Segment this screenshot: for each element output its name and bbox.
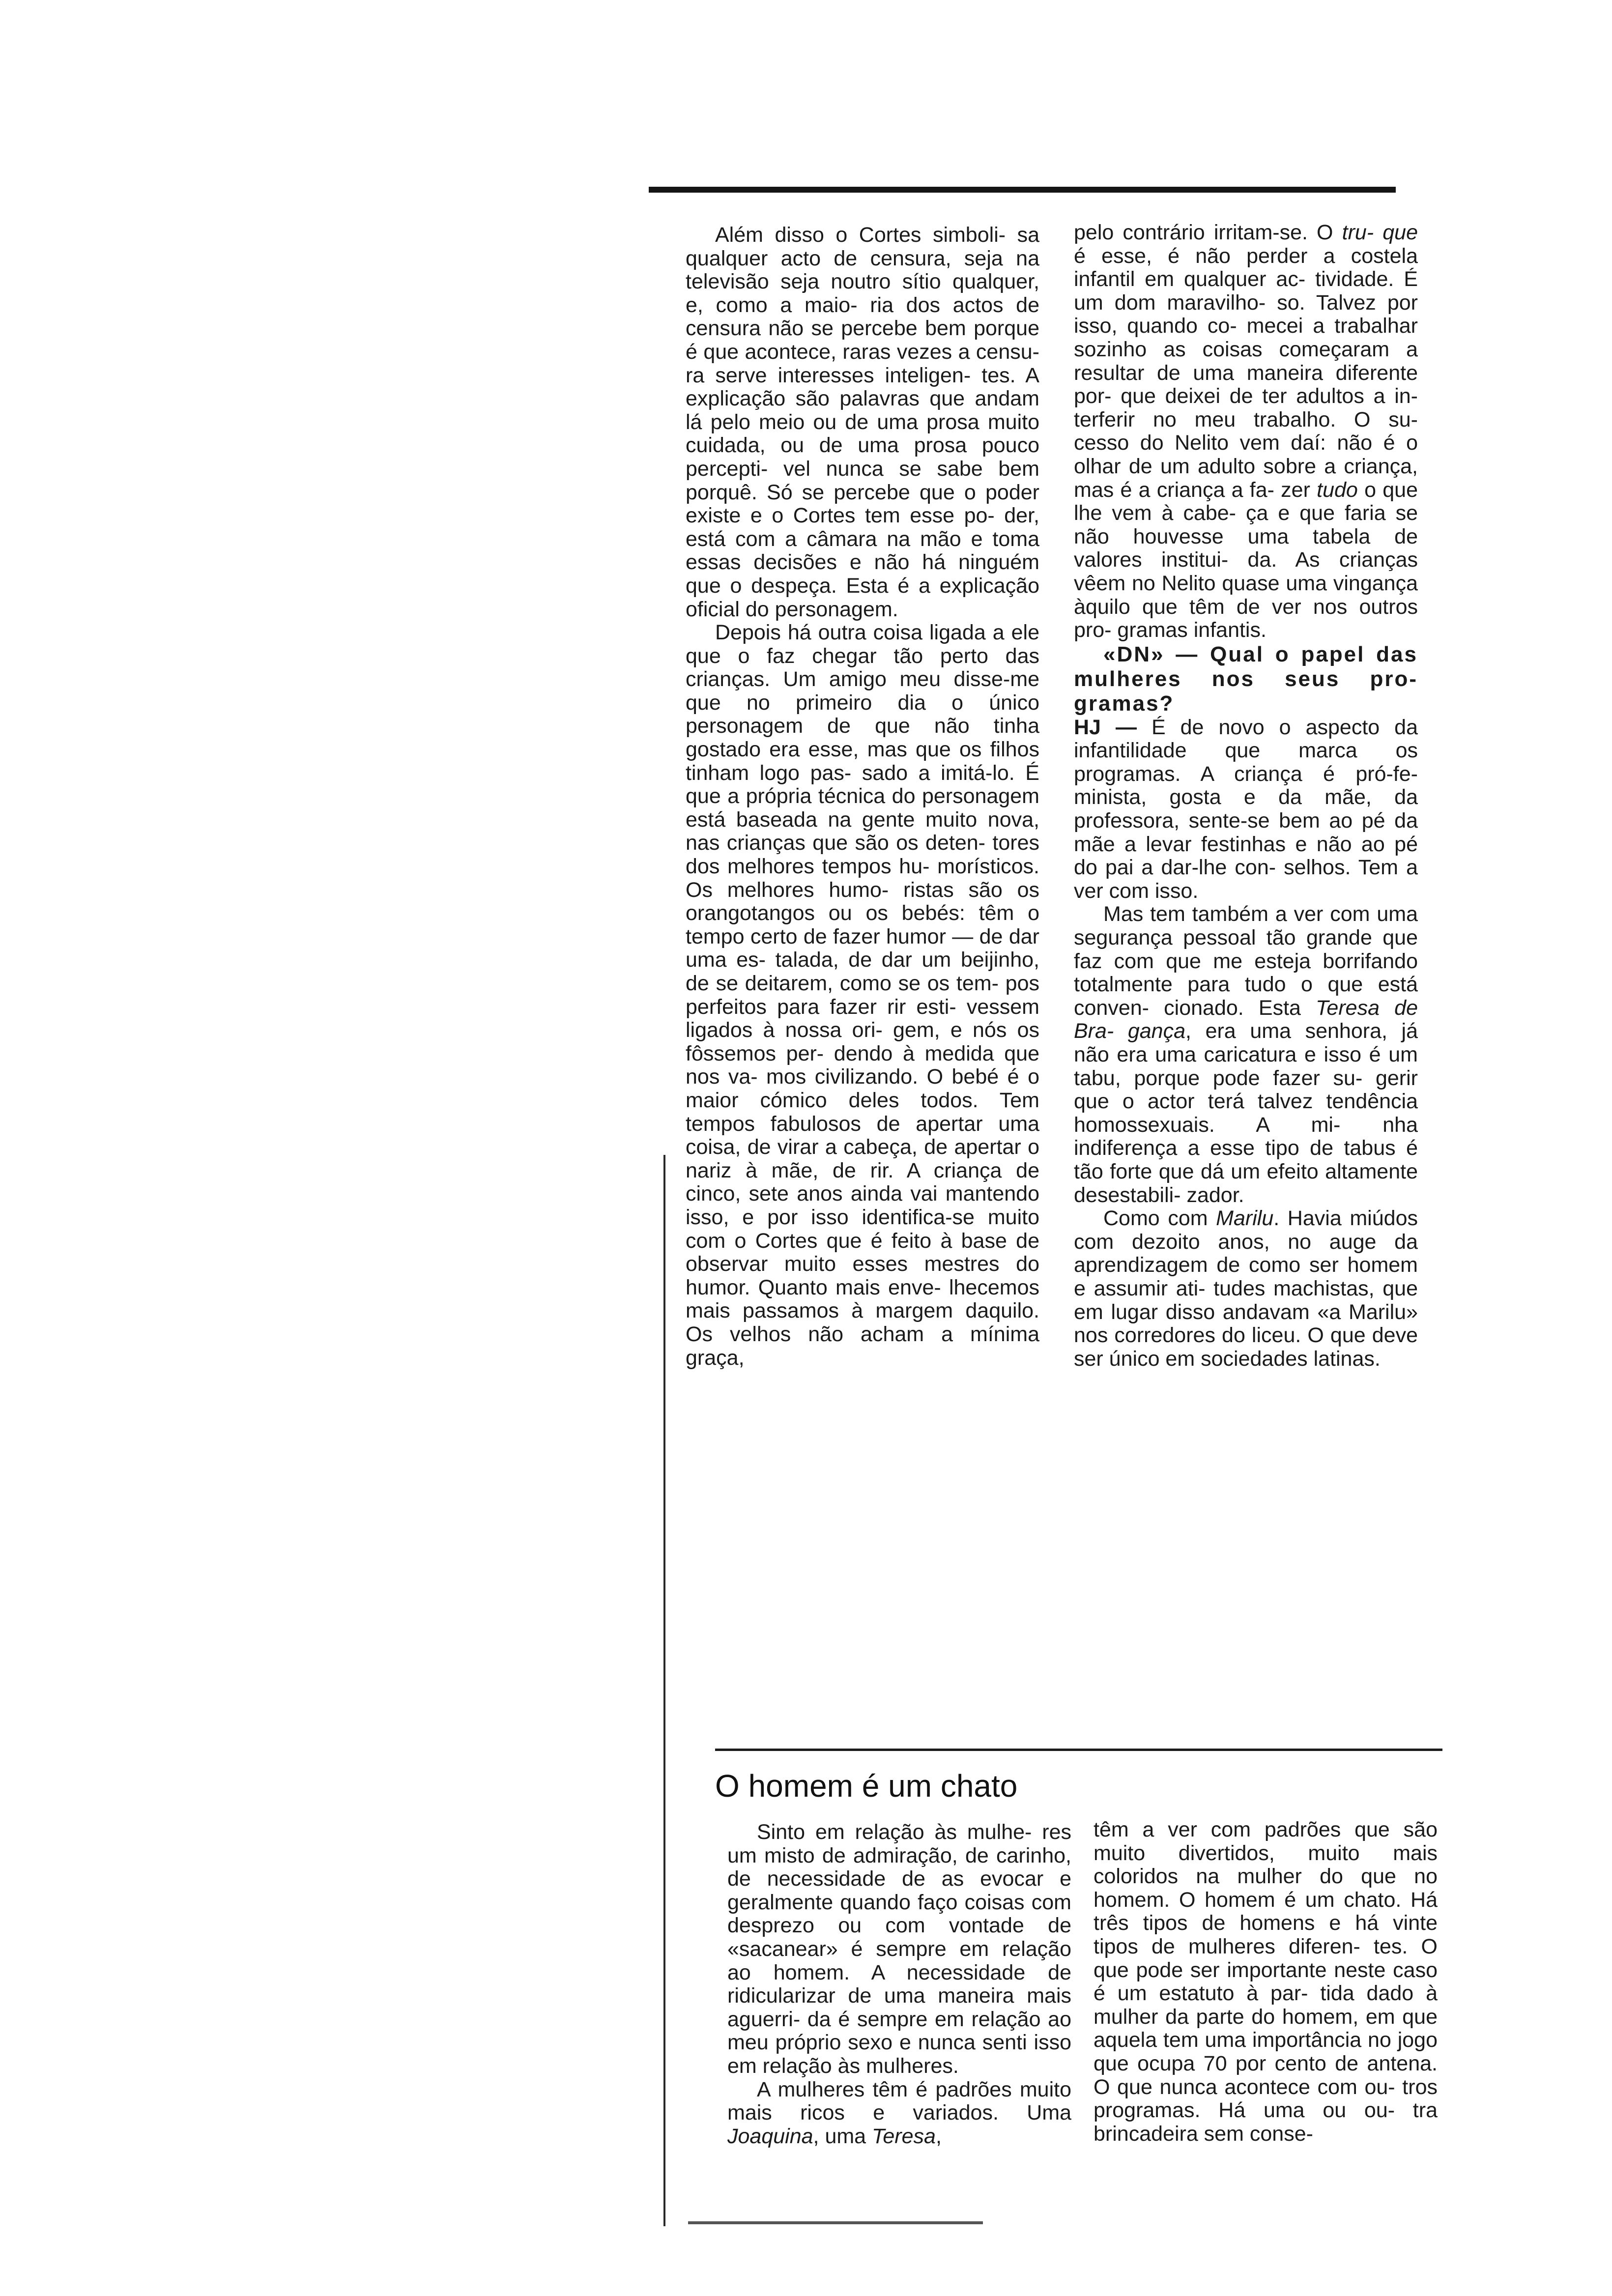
- paragraph: Como com Marilu. Havia miúdos com dezoito anos, no auge da aprendizagem de como ser homem e assumir ati- tudes machistas, que em lugar disso andavam «a Marilu» nos corredores do liceu. O que deve ser único em sociedades latinas.: [1074, 1206, 1418, 1371]
- section-heading: O homem é um chato: [715, 1768, 1018, 1804]
- paragraph: A mulheres têm é padrões muito mais ricos e variados. Uma Joaquina, uma Teresa,: [727, 2077, 1071, 2148]
- interview-answer: HJ — É de novo o aspecto da infantilidade que marca os programas. A criança é pró-fe- minista, gosta e da mãe, da professora, sente-se bem ao pé da mãe a levar festinhas e não ao pé do pai a dar-lhe con- selhos. Tem a ver com isso.: [1074, 715, 1418, 903]
- paragraph: têm a ver com padrões que são muito divertidos, muito mais coloridos na mulher do que no homem. O homem é um chato. Há três tipos de homens e há vinte tipos de mulheres diferen- tes. O que pode ser importante neste caso é um estatuto à par- tida dado à mulher da parte do homem, em que aquela tem uma importância no jogo que ocupa 70 por cento de antena. O que nunca acontece com ou- tros programas. Há uma ou ou- tra brincadeira sem conse-: [1094, 1818, 1438, 2146]
- section-divider: [715, 1749, 1442, 1751]
- scan-smudge: [688, 2221, 983, 2224]
- article-column-2: [1074, 221, 1418, 1371]
- paragraph: pelo contrário irritam-se. O tru- que é esse, é não perder a costela infantil em qualquer ac- tividade. É um dom maravilho- so. Talvez por isso, quando co- mecei a trabalhar sozinho as coisas começaram a resultar de uma maneira diferente por- que deixei de ter adultos a in- terferir no meu trabalho. O su- cesso do Nelito vem daí: não é o olhar de um adulto sobre a criança, mas é a criança a fa- zer tudo o que lhe vem à cabe- ça e que faria se não houvesse uma tabela de valores institui- da. As crianças vêem no Nelito quase uma vingança àquilo que têm de ver nos outros pro- gramas infantis.: [1074, 221, 1418, 642]
- interview-question: «DN» — Qual o papel das mulheres nos seus pro- gramas?: [1074, 642, 1418, 716]
- margin-line: [663, 1155, 665, 2226]
- paragraph: Mas tem também a ver com uma segurança pessoal tão grande que faz com que me esteja borrifando totalmente para tudo o que está conven- cionado. Esta Teresa de Bra- gança, era uma senhora, já não era uma caricatura e isso é um tabu, porque pode fazer su- gerir que o actor terá talvez tendência homossexuais. A mi- nha indiferença a esse tipo de tabus é tão forte que dá um efeito altamente desestabili- zador.: [1074, 902, 1418, 1207]
- paragraph: Depois há outra coisa ligada a ele que o faz chegar tão perto das crianças. Um amigo meu disse-me que no primeiro dia o único personagem de que não tinha gostado era esse, mas que os filhos tinham logo pas- sado a imitá-lo. É que a própria técnica do personagem está baseada na gente muito nova, nas crianças que são os deten- tores dos melhores tempos hu- morísticos. Os melhores humo- ristas são os orangotangos ou os bebés: têm o tempo certo de fazer humor — de dar uma es- talada, de dar um beijinho, de se deitarem, como se os tem- pos perfeitos para fazer rir esti- vessem ligados à nossa ori- gem, e nós os fôssemos per- dendo à medida que nos va- mos civilizando. O bebé é o maior cómico deles todos. Tem tempos fabulosos de apertar uma coisa, de virar a cabeça, de apertar o nariz à mãe, de rir. A criança de cinco, sete anos ainda vai mantendo isso, e por isso identifica-se muito com o Cortes que é feito à base de observar muito esses mestres do humor. Quanto mais enve- lhecemos mais passamos à margem daquilo. Os velhos não acham a mínima graça,: [686, 621, 1039, 1370]
- top-rule: [649, 187, 1396, 193]
- article-column-4: [1094, 1818, 1438, 2146]
- paragraph: Sinto em relação às mulhe- res um misto de admiração, de carinho, de necessidade de as evocar e geralmente quando faço coisas com desprezo ou com vontade de «sacanear» é sempre em relação ao homem. A necessidade de ridicularizar de uma maneira mais aguerri- da é sempre em relação ao meu próprio sexo e nunca senti isso em relação às mulheres.: [727, 1820, 1071, 2078]
- speaker-label: HJ —: [1074, 715, 1137, 739]
- article-column-3: [727, 1821, 1071, 2148]
- paragraph: Além disso o Cortes simboli- sa qualquer acto de censura, seja na televisão seja noutro sítio qualquer, e, como a maio- ria dos actos de censura não se percebe bem porque é que acontece, raras vezes a censu- ra serve interesses inteligen- tes. A explicação são palavras que andam lá pelo meio ou de uma prosa muito cuidada, ou de uma prosa pouco percepti- vel nunca se sabe bem porquê. Só se percebe que o poder existe e o Cortes tem esse po- der, está com a câmara na mão e toma essas decisões e não há ninguém que o despeça. Esta é a explicação oficial do personagem.: [686, 223, 1039, 621]
- article-column-1: [686, 224, 1039, 1370]
